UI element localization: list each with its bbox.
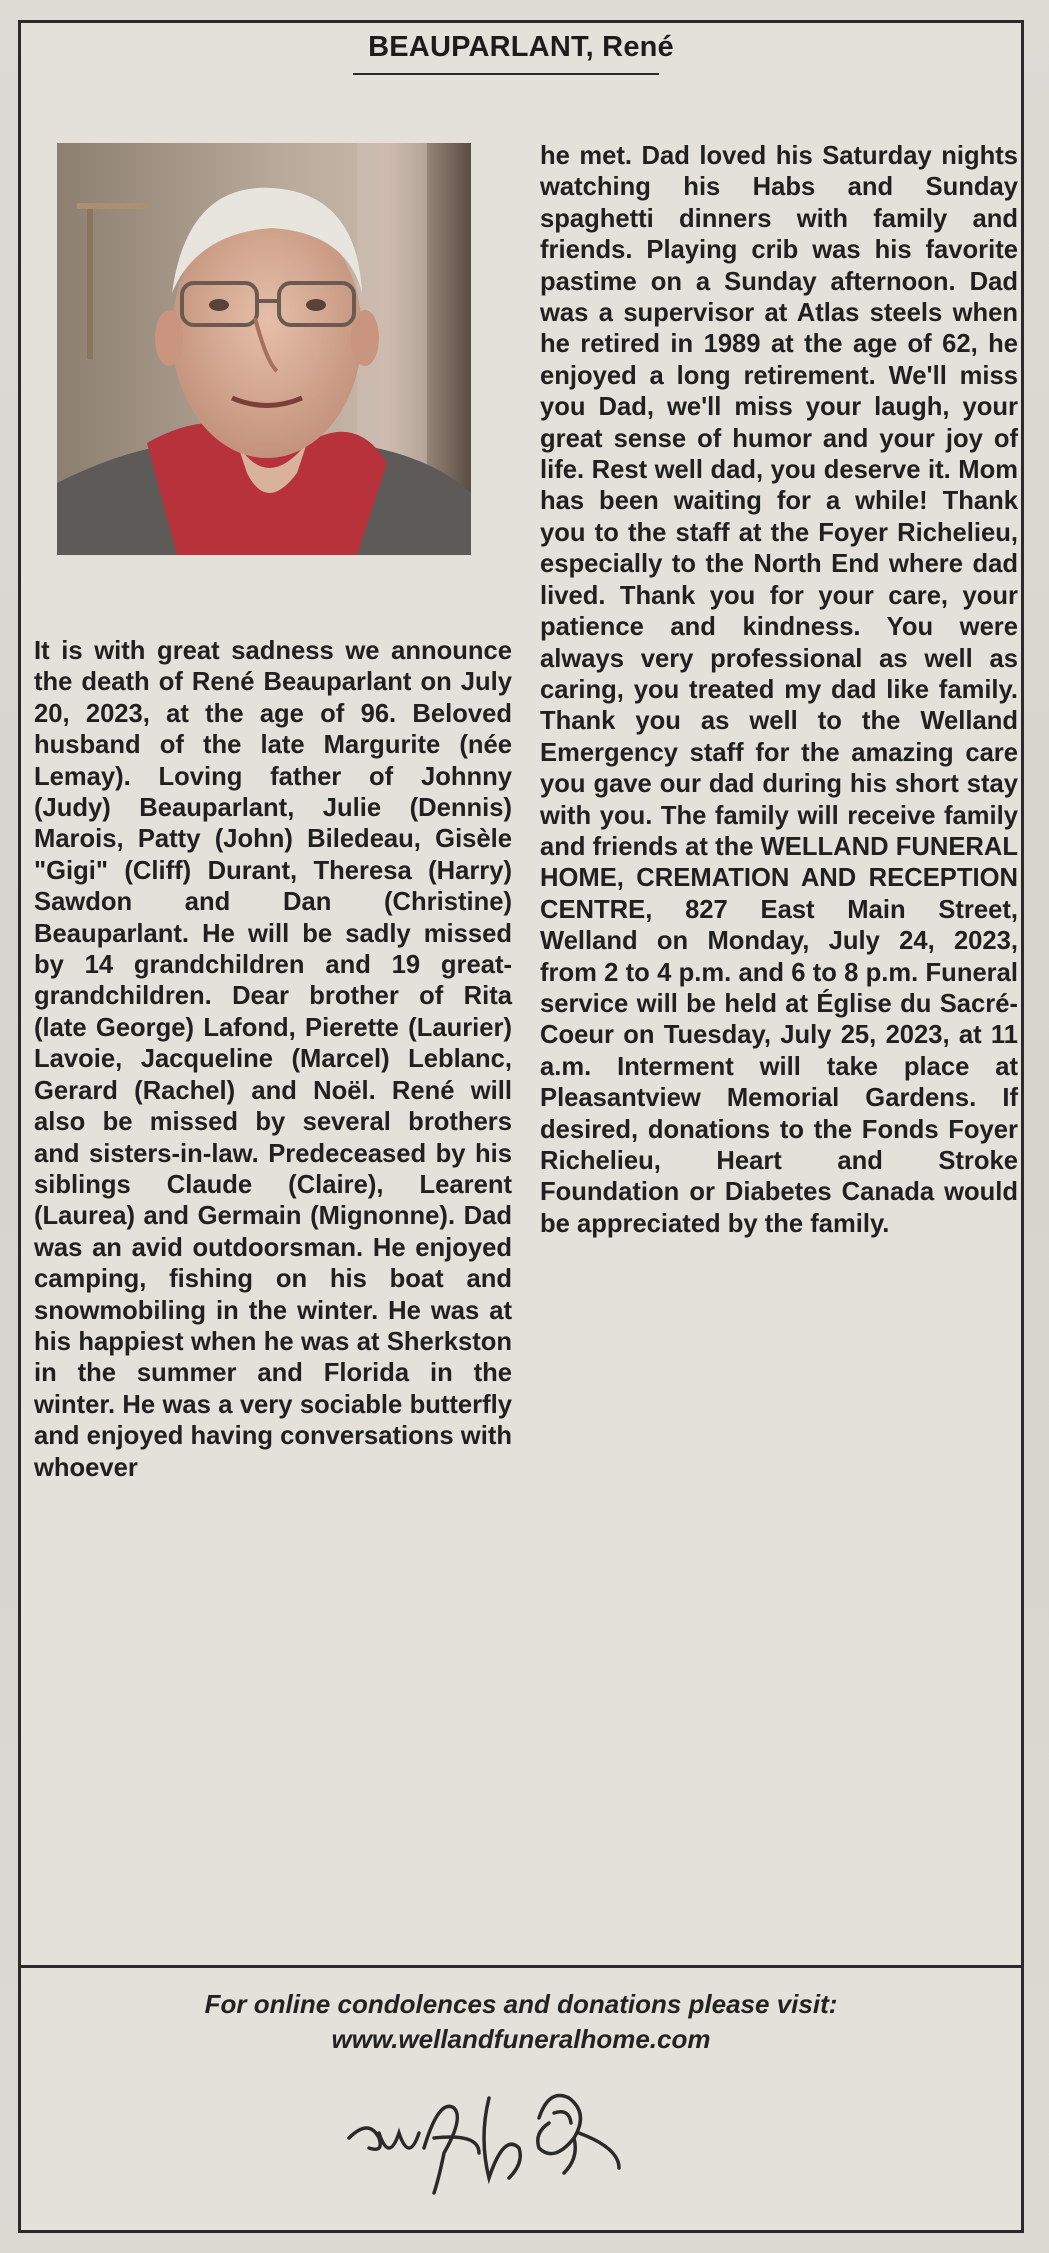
name-heading: BEAUPARLANT, René	[368, 31, 674, 63]
footer-divider	[21, 1965, 1021, 1968]
portrait-photo	[57, 143, 471, 555]
condolences-line: For online condolences and donations please visit:	[204, 1989, 838, 2019]
wfh-signature-rose-logo-icon	[339, 2078, 699, 2218]
obituary-text-right-column: he met. Dad loved his Saturday nights watching his Habs and Sunday spaghetti dinners with family and friends. Playing crib was his favorite pastime on a Sunday afternoon. Dad was a supervisor at Atlas steels when he retired in 1989 at the age of 62, he enjoyed a long retirement. We'll miss you Dad, we'll miss your laugh, your great sense of humor and your joy of life. Rest well dad, you deserve it. Mom has been waiting for a while! Thank you to the staff at the Foyer Richelieu, especially to the North End where dad lived. Thank you for your care, your patience and kindness. You were always very professional as well as caring, you treated my dad like family. Thank you as well to the Welland Emergency staff for the amazing care you gave our dad during his short stay with you. The family will receive family and friends at the WELLAND FUNERAL HOME, CREMATION AND RECEPTION CENTRE, 827 East Main Street, Welland on Monday, July 24, 2023, from 2 to 4 p.m. and 6 to 8 p.m. Funeral service will be held at Église du Sacré-Coeur on Tuesday, July 25, 2023, at 11 a.m. Interment will take place at Pleasantview Memorial Gardens. If desired, donations to the Fonds Foyer Richelieu, Heart and Stroke Foundation or Diabetes Canada would be appreciated by the family.	[540, 142, 1018, 1238]
website-link[interactable]: www.wellandfuneralhome.com	[331, 2024, 711, 2054]
obituary-text-left-column: It is with great sadness we announce the death of René Beauparlant on July 20, 2023, at the age of 96. Beloved husband of the late Margurite (née Lemay). Loving father of Johnny (Judy) Beauparlant, Julie (Dennis) Marois, Patty (John) Biledeau, Gisèle "Gigi" (Cliff) Durant, Theresa (Harry) Sawdon and Dan (Christine) Beauparlant. He will be sadly missed by 14 grandchildren and 19 great-grandchildren. Dear brother of Rita (late George) Lafond, Pierette (Laurier) Lavoie, Jacqueline (Marcel) Leblanc, Gerard (Rachel) and Noël. René will also be missed by several brothers and sisters-in-law. Predeceased by his siblings Claude (Claire), Learent (Laurea) and Germain (Mignonne). Dad was an avid outdoorsman. He enjoyed camping, fishing on his boat and snowmobiling in the winter. He was at his happiest when he was at Sherkston in the summer and Florida in the winter. He was a very sociable butterfly and enjoyed having conversations with whoever	[34, 637, 512, 1482]
portrait-photo-icon	[57, 143, 471, 555]
obituary-notice	[18, 20, 1024, 2233]
heading-underline	[353, 73, 659, 75]
